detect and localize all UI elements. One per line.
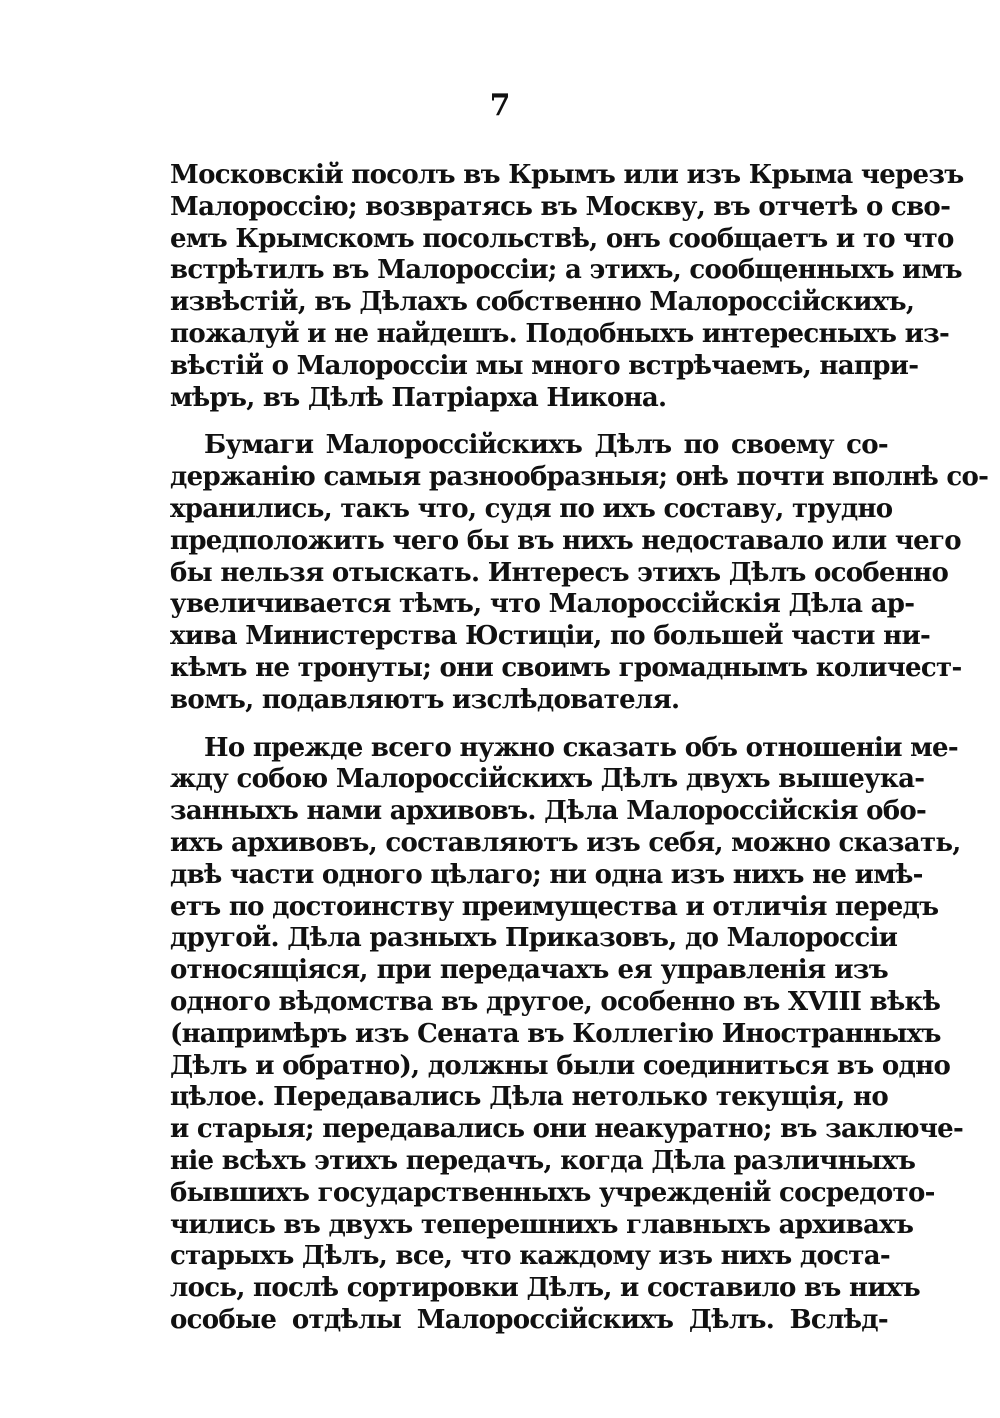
text-line: особые отдѣлы Малороссійскихъ Дѣлъ. Вслѣд- — [170, 1304, 888, 1335]
text-line: бы нельзя отыскать. Интересъ этихъ Дѣлъ особенно — [170, 557, 949, 588]
text-line: лось, послѣ сортировки Дѣлъ, и составило въ нихъ — [170, 1273, 920, 1304]
text-line: Бумаги Малороссійскихъ Дѣлъ по своему со- — [204, 430, 888, 461]
text-line: старыхъ Дѣлъ, все, что каждому изъ нихъ доста- — [170, 1241, 890, 1272]
text-line: жду собою Малороссійскихъ Дѣлъ двухъ вышеука- — [170, 764, 925, 795]
text-line: увеличивается тѣмъ, что Малороссійскія Дѣла ар- — [170, 589, 915, 620]
text-line: мѣръ, въ Дѣлѣ Патріарха Никона. — [170, 382, 667, 413]
text-line: хива Министерства Юстиціи, по большей части ни- — [170, 621, 931, 652]
text-line: вомъ, подавляютъ изслѣдователя. — [170, 684, 680, 715]
text-line: бывшихъ государственныхъ учрежденій сосредото- — [170, 1177, 935, 1208]
text-line: и старыя; передавались они неакуратно; въ заключе- — [170, 1114, 964, 1145]
text-line: Дѣлъ и обратно), должны были соединиться въ одно — [170, 1050, 951, 1081]
text-line: етъ по достоинству преимущества и отличія передъ — [170, 891, 939, 922]
paragraph-3 — [170, 732, 964, 1337]
text-line: держанію самыя разнообразныя; онѣ почти вполнѣ со- — [170, 462, 989, 493]
text-line: извѣстій, въ Дѣлахъ собственно Малороссійскихъ, — [170, 287, 915, 318]
text-line: цѣлое. Передавались Дѣла нетолько текущія, но — [170, 1082, 888, 1113]
text-line: емъ Крымскомъ посольствѣ, онъ сообщаетъ и то что — [170, 223, 954, 254]
text-line: одного вѣдомства въ другое, особенно въ XVIII вѣкѣ — [170, 986, 941, 1017]
text-line: вѣстій о Малороссіи мы много встрѣчаемъ, напри- — [170, 350, 919, 381]
text-line: двѣ части одного цѣлаго; ни одна изъ нихъ не имѣ- — [170, 859, 923, 890]
text-line: пожалуй и не найдешъ. Подобныхъ интересныхъ из- — [170, 318, 950, 349]
page-number: 7 — [489, 88, 511, 123]
text-line: Московскій посолъ въ Крымъ или изъ Крыма черезъ — [170, 160, 964, 190]
text-line: относящіяся, при передачахъ ея управленія изъ — [170, 955, 888, 986]
body-text — [170, 160, 989, 1337]
text-line: кѣмъ не тронуты; они своимъ громаднымъ количест- — [170, 652, 962, 683]
text-line: хранились, такъ что, судя по ихъ составу, трудно — [170, 493, 893, 524]
text-line: (напримѣръ изъ Сената въ Коллегію Иностранныхъ — [170, 1018, 941, 1049]
paragraph-2 — [170, 430, 989, 716]
text-line: Малороссію; возвратясь въ Москву, въ отчетѣ о сво- — [170, 191, 951, 222]
text-line: ихъ архивовъ, составляютъ изъ себя, можно сказать, — [170, 827, 961, 858]
text-line: занныхъ нами архивовъ. Дѣла Малороссійскія обо- — [170, 796, 927, 827]
text-line: предположить чего бы въ нихъ недоставало или чего — [170, 525, 961, 556]
text-line: Но прежде всего нужно сказать объ отношеніи ме- — [204, 732, 958, 763]
paragraph-1 — [170, 160, 964, 414]
text-line: встрѣтилъ въ Малороссіи; а этихъ, сообщенныхъ имъ — [170, 255, 962, 286]
text-line: другой. Дѣла разныхъ Приказовъ, до Малороссіи — [170, 923, 898, 954]
text-line: чились въ двухъ теперешнихъ главныхъ архивахъ — [170, 1209, 914, 1240]
text-line: ніе всѣхъ этихъ передачъ, когда Дѣла различныхъ — [170, 1145, 916, 1176]
